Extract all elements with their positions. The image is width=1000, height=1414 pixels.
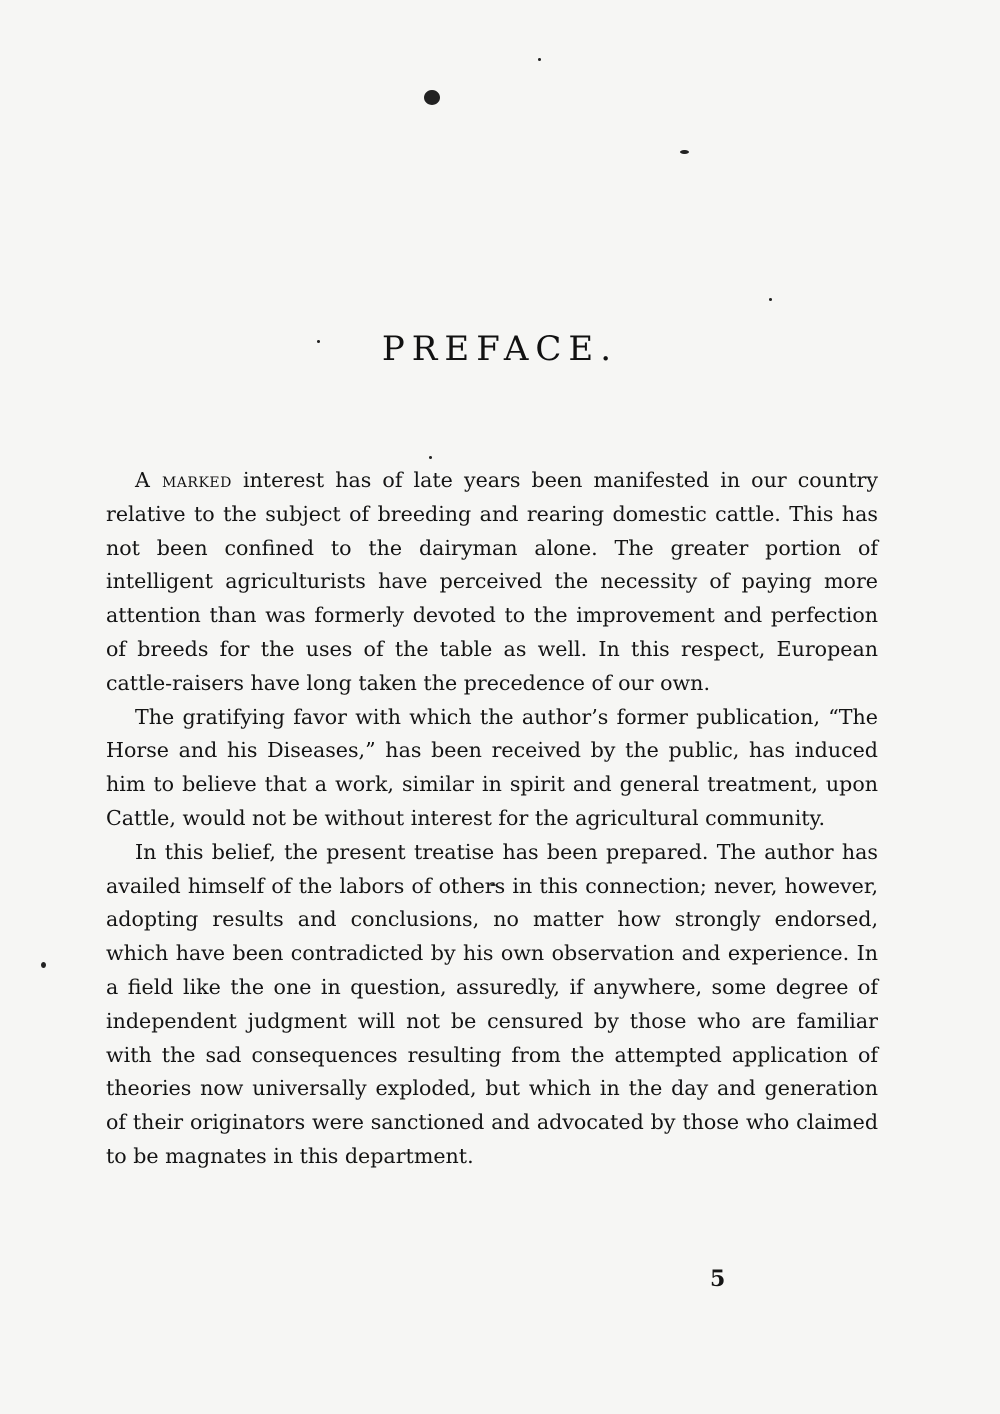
ink-speck <box>41 962 46 968</box>
paragraph-1-text: interest has of late years been manifested in our country relative to the subject of breeding and rearing domestic cattle. This has not been confined to the dairyman alone. The greater portion of intelligent agriculturists have perceived the necessity of paying more attention than was formerly devoted to the improvement and perfection of breeds for the uses of the table as well. In this respect, European cattle-raisers have long taken the precedence of our own. <box>106 468 878 695</box>
paragraph-1 <box>106 464 878 701</box>
page-title: PREFACE. <box>381 328 619 369</box>
ink-speck <box>680 150 689 154</box>
ink-speck <box>769 298 772 301</box>
paragraph-3: In this belief, the present treatise has been prepared. The author has availed himself of the labors of others in this connection; never, however, adopting results and conclusions, no matter how strongly endorsed, which have been contradicted by his own observation and experience. In a field like the one in question, assuredly, if anywhere, some degree of independent judgment will not be censured by those who are familiar with the sad consequences resulting from the attempted application of theories now universally exploded, but which in the day and generation of their originators were sanctioned and advocated by those who claimed to be magnates in this department. <box>106 839 878 1168</box>
ink-speck <box>429 456 432 459</box>
page-number: 5 <box>710 1266 726 1292</box>
ink-speck <box>538 58 541 61</box>
preface-body <box>106 464 878 1174</box>
ink-blot <box>424 90 440 105</box>
paragraph-2: The gratifying favor with which the author’s former publication, “The Horse and his Diseases,” has been received by the public, has induced him to believe that a work, similar in spirit and general treatment, upon Cattle, would not be without interest for the agricultural community. <box>106 704 878 830</box>
paragraph-lead-smallcaps: A marked <box>135 468 232 492</box>
